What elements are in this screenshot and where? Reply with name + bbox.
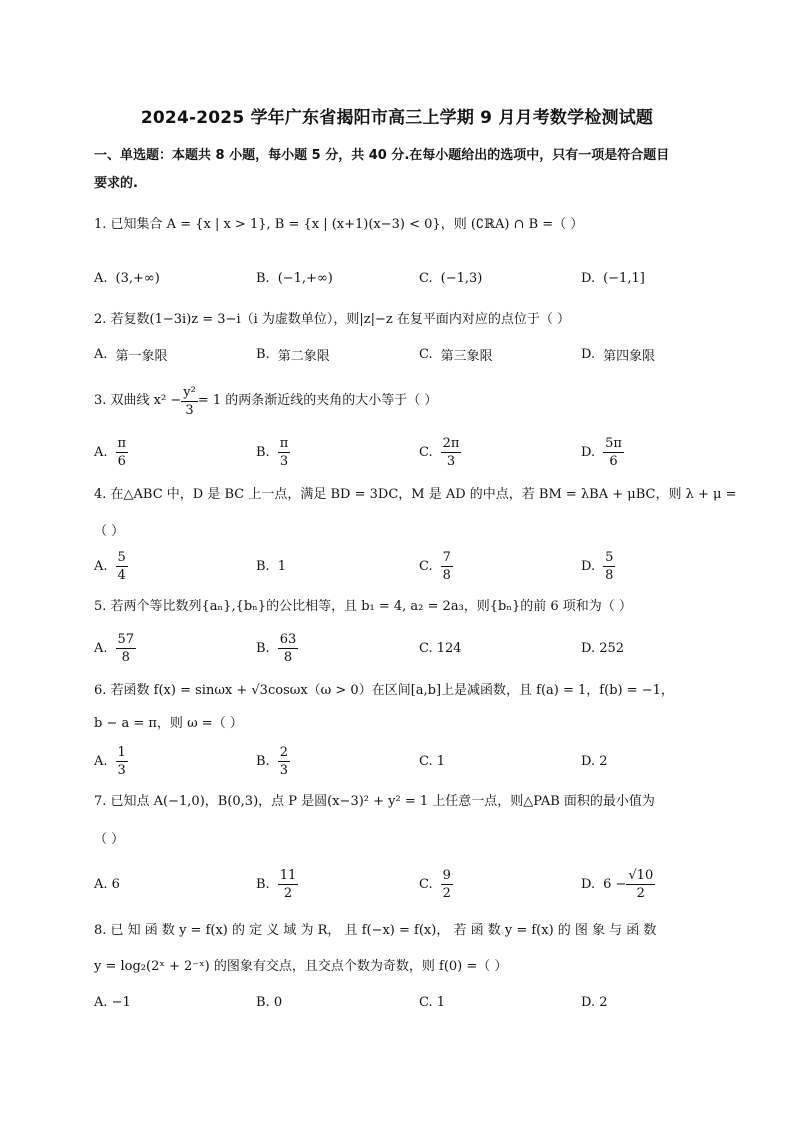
- option-value: (3,+∞): [115, 270, 160, 286]
- numerator: 63: [279, 631, 297, 647]
- stem-text: 3. 双曲线 x² −: [94, 393, 182, 408]
- numerator: 2: [279, 744, 288, 760]
- option-c: C. 1: [419, 753, 446, 769]
- question-8-stem-line-1: 8. 已 知 函 数 y = f(x) 的 定 义 域 为 R， 且 f(−x) = f(x)， 若 函 数 y = f(x) 的 图 象 与 函 数: [94, 923, 657, 938]
- option-b: [256, 628, 298, 668]
- option-a: A. 6: [94, 876, 120, 892]
- denominator: 3: [117, 762, 126, 778]
- option-b: [256, 334, 330, 374]
- option-b: [256, 741, 290, 781]
- option-d: [581, 258, 645, 298]
- fraction: [116, 745, 128, 778]
- option-value: (−1,1]: [603, 270, 645, 286]
- fraction: [603, 436, 624, 469]
- option-label: C.: [419, 346, 433, 362]
- option-b: [256, 546, 286, 586]
- option-label: C.: [419, 444, 433, 460]
- option-label: A.: [94, 444, 108, 460]
- option-value: 第一象限: [115, 348, 168, 364]
- option-c: [419, 334, 493, 374]
- option-label: C.: [419, 876, 433, 892]
- numerator: y²: [183, 384, 196, 400]
- option-value: (−1,3): [440, 270, 483, 286]
- option-a: [94, 334, 168, 374]
- option-label: D.: [581, 346, 596, 362]
- denominator: 2: [442, 885, 451, 901]
- option-label: A.: [94, 640, 108, 656]
- denominator: 8: [283, 649, 293, 665]
- question-3-stem: [94, 383, 714, 419]
- numerator: 2π: [442, 435, 460, 451]
- fraction: [181, 385, 198, 418]
- option-a: A. −1: [94, 994, 131, 1010]
- fraction: [116, 550, 128, 583]
- denominator: 2: [283, 885, 293, 901]
- option-d: [581, 546, 615, 586]
- option-label: D.: [581, 444, 596, 460]
- question-5-stem: 5. 若两个等比数列{aₙ},{bₙ}的公比相等，且 b₁ = 4, a₂ = 2a₃，则{bₙ}的前 6 项和为（ ）: [94, 599, 632, 614]
- option-label: D.: [581, 558, 596, 574]
- option-label: B.: [256, 558, 270, 574]
- question-2-options: [94, 334, 714, 374]
- option-label: B.: [256, 444, 270, 460]
- denominator: 8: [442, 567, 451, 583]
- option-a: [94, 432, 128, 472]
- option-d: D. 252: [581, 640, 625, 656]
- numerator: √10: [628, 867, 654, 883]
- option-label: C.: [419, 270, 433, 286]
- question-8-options: [94, 982, 714, 1022]
- option-d: D. 2: [581, 753, 608, 769]
- fraction: [116, 436, 129, 469]
- question-7-stem: 7. 已知点 A(−1,0)，B(0,3)，点 P 是圆(x−3)² + y² = 1 上任意一点，则△PAB 面积的最小值为: [94, 794, 655, 809]
- fraction: [441, 868, 453, 901]
- option-b: B. 0: [256, 994, 283, 1010]
- question-4-paren: （ ）: [94, 524, 125, 539]
- question-7-paren: （ ）: [94, 832, 125, 847]
- option-d: D. 2: [581, 994, 608, 1010]
- option-b: [256, 258, 333, 298]
- option-a: [94, 546, 128, 586]
- fraction: [626, 868, 655, 901]
- denominator: 3: [279, 762, 288, 778]
- question-2-stem: 2. 若复数(1−3i)z = 3−i（i 为虚数单位），则|z|−z 在复平面内对应的点位于（ ）: [94, 312, 571, 327]
- denominator: 3: [446, 453, 456, 469]
- option-label: D.: [581, 270, 596, 286]
- option-c: C. 124: [419, 640, 462, 656]
- numerator: 57: [117, 631, 135, 647]
- question-7-options: [94, 864, 714, 904]
- denominator: 4: [117, 567, 126, 583]
- numerator: π: [279, 435, 289, 451]
- option-a: [94, 258, 160, 298]
- question-4-stem: 4. 在△ABC 中，D 是 BC 上一点，满足 BD = 3DC，M 是 AD 的中点，若 BM = λBA + μBC，则 λ + μ =: [94, 487, 737, 502]
- option-label: A.: [94, 346, 108, 362]
- question-5-options: [94, 628, 714, 668]
- question-6-stem-line-1: 6. 若函数 f(x) = sinωx + √3cosωx（ω > 0）在区间[a,b]上是减函数，且 f(a) = 1，f(b) = −1，: [94, 683, 674, 698]
- option-label: B.: [256, 753, 270, 769]
- question-6-options: [94, 741, 714, 781]
- denominator: 6: [117, 453, 126, 469]
- option-label: A.: [94, 270, 108, 286]
- option-label: B.: [256, 270, 270, 286]
- denominator: 6: [609, 453, 618, 469]
- numerator: 9: [442, 867, 451, 883]
- option-c: [419, 432, 461, 472]
- question-3-options: [94, 432, 714, 472]
- option-b: [256, 432, 290, 472]
- denominator: 2: [636, 885, 645, 901]
- fraction: [441, 550, 453, 583]
- option-value: 第四象限: [603, 348, 656, 364]
- numerator: 11: [279, 867, 297, 883]
- option-label: C.: [419, 558, 433, 574]
- numerator: π: [117, 435, 127, 451]
- exam-title: 2024-2025 学年广东省揭阳市高三上学期 9 月月考数学检测试题: [140, 108, 654, 128]
- option-value: (−1,+∞): [277, 270, 333, 286]
- option-value: 第二象限: [277, 348, 330, 364]
- option-d: [581, 334, 655, 374]
- question-6-stem-line-2: b − a = π，则 ω =（ ）: [94, 716, 243, 731]
- option-b: [256, 864, 298, 904]
- option-c: [419, 258, 482, 298]
- option-label: D.: [581, 876, 596, 892]
- option-a: [94, 741, 128, 781]
- option-label: B.: [256, 640, 270, 656]
- numerator: 5: [117, 549, 126, 565]
- option-label: B.: [256, 876, 270, 892]
- numerator: 5π: [605, 435, 622, 451]
- denominator: 3: [279, 453, 289, 469]
- option-a: [94, 628, 136, 668]
- option-c: [419, 546, 453, 586]
- fraction: [278, 632, 299, 665]
- option-value: 第三象限: [440, 348, 493, 364]
- question-8-stem-line-2: y = log₂(2ˣ + 2⁻ˣ) 的图象有交点，且交点个数为奇数，则 f(0) =（ ）: [94, 959, 508, 974]
- section-heading: [94, 142, 714, 198]
- option-c: [419, 864, 453, 904]
- fraction: [116, 632, 137, 665]
- fraction: [603, 550, 615, 583]
- option-d: [581, 864, 655, 904]
- fraction: [441, 436, 462, 469]
- question-1-options: [94, 258, 714, 298]
- numerator: 5: [605, 549, 614, 565]
- denominator: 8: [121, 649, 130, 665]
- stem-text: = 1 的两条渐近线的夹角的大小等于（ ）: [197, 393, 438, 408]
- option-label: A.: [94, 753, 108, 769]
- fraction: [278, 745, 290, 778]
- option-label: A.: [94, 558, 108, 574]
- numerator: 1: [117, 744, 126, 760]
- numerator: 7: [442, 549, 451, 565]
- fraction: [278, 868, 299, 901]
- section-heading-line-2: 要求的.: [94, 176, 138, 191]
- question-4-options: [94, 546, 714, 586]
- option-d: [581, 432, 624, 472]
- denominator: 8: [605, 567, 614, 583]
- denominator: 3: [185, 402, 194, 418]
- option-label: B.: [256, 346, 270, 362]
- question-1-stem: 1. 已知集合 A = {x | x > 1}, B = {x | (x+1)(x−3) < 0}，则 (∁ℝA) ∩ B =（ ）: [94, 217, 584, 232]
- option-c: C. 1: [419, 994, 446, 1010]
- option-value: 6 −: [603, 876, 627, 892]
- option-value: 1: [277, 558, 286, 574]
- fraction: [278, 436, 291, 469]
- section-heading-line-1: 一、单选题：本题共 8 小题，每小题 5 分，共 40 分.在每小题给出的选项中，只有一项是符合题目: [94, 148, 670, 163]
